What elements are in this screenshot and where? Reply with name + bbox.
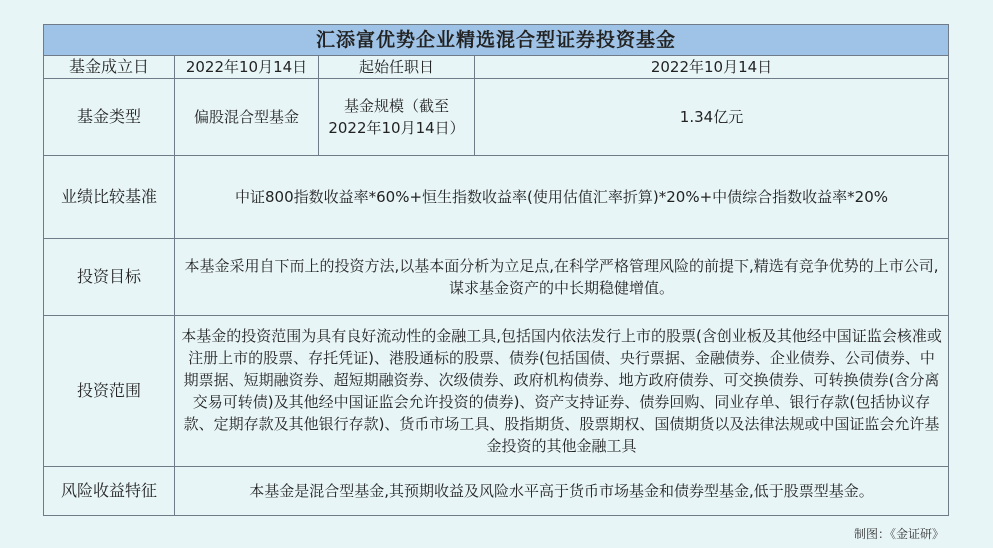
inception-label: 基金成立日 bbox=[44, 56, 175, 79]
chart-credit: 制图：《金证研》 bbox=[853, 527, 944, 541]
risk-value: 本基金是混合型基金,其预期收益及风险水平高于货币市场基金和债券型基金,低于股票型基金。 bbox=[175, 467, 949, 516]
fund-type-label: 基金类型 bbox=[44, 79, 175, 156]
objective-value: 本基金采用自下而上的投资方法,以基本面分析为立足点,在科学严格管理风险的前提下,精选有竞争优势的上市公司,谋求基金资产的中长期稳健增值。 bbox=[175, 239, 949, 316]
inception-value: 2022年10月14日 bbox=[175, 56, 319, 79]
fund-type-value: 偏股混合型基金 bbox=[175, 79, 319, 156]
start-date-label: 起始任职日 bbox=[319, 56, 475, 79]
risk-label: 风险收益特征 bbox=[44, 467, 175, 516]
table-title: 汇添富优势企业精选混合型证券投资基金 bbox=[44, 25, 949, 56]
benchmark-value: 中证800指数收益率*60%+恒生指数收益率(使用估值汇率折算)*20%+中债综合指数收益率*20% bbox=[175, 156, 949, 239]
scope-label: 投资范围 bbox=[44, 316, 175, 467]
scope-value: 本基金的投资范围为具有良好流动性的金融工具,包括国内依法发行上市的股票(含创业板及其他经中国证监会核准或注册上市的股票、存托凭证)、港股通标的股票、债券(包括国债、央行票据、金融债券、企业债券、公司债券、中期票据、短期融资券、超短期融资券、次级债券、政府机构债券、地方政府债券、可交换债券、可转换债券(含分离交易可转债)及其他经中国证监会允许投资的债券)、资产支持证券、债券回购、同业存单、银行存款(包括协议存款、定期存款及其他银行存款)、货币市场工具、股指期货、股票期权、国债期货以及法律法规或中国证监会允许基金投资的其他金融工具 bbox=[175, 316, 949, 467]
fund-info-table bbox=[43, 24, 949, 516]
benchmark-label: 业绩比较基准 bbox=[44, 156, 175, 239]
start-date-value: 2022年10月14日 bbox=[475, 56, 949, 79]
fund-scale-value: 1.34亿元 bbox=[475, 79, 949, 156]
fund-scale-label: 基金规模（截至2022年10月14日） bbox=[319, 79, 475, 156]
objective-label: 投资目标 bbox=[44, 239, 175, 316]
